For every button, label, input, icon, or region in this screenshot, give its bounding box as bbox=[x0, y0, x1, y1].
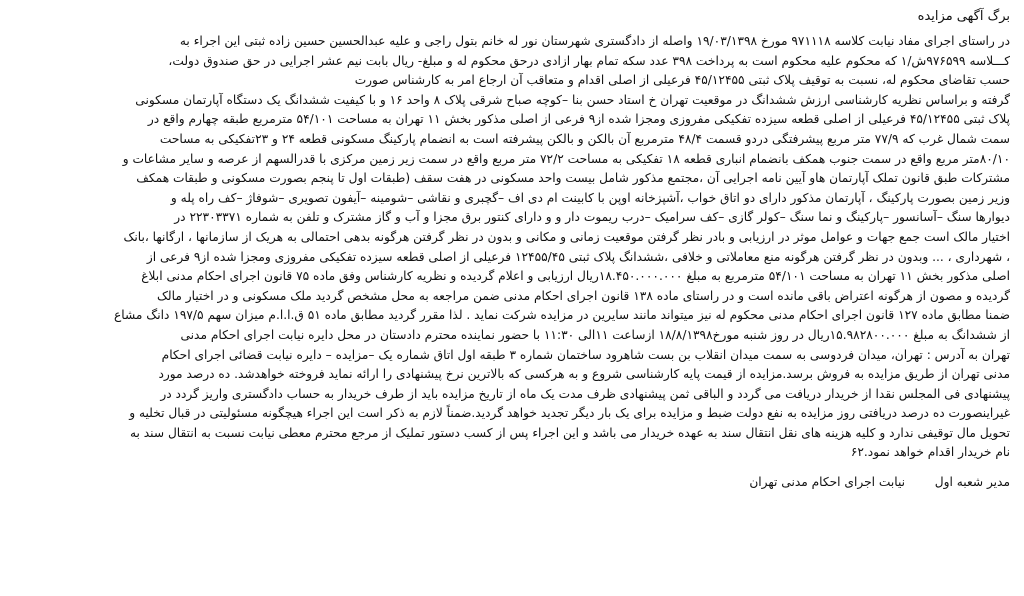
notice-line: اختیار مالک است جمع جهات و عوامل موثر در ارزیابی و بادر نظر گرفتن موقعیت زمانی و مکانی و بدون در نظر گرفتن هرگونه بدهی احتمالی به هریک از سازمانها ، ارگانها ،بانک bbox=[123, 229, 1010, 244]
notice-line: نام خریدار اقدام خواهد نمود.۶۲ bbox=[850, 445, 1010, 460]
notice-line: مدنی تهران از طریق مزایده به فروش برسد.مزایده از قیمت پایه کارشناسی شروع و به هرکسی که بالاترین نرخ پیشنهادی را ارائه نماید فروخته خواهدشد. ده درصد مورد bbox=[158, 367, 1010, 382]
footer-office-name: نیابت اجرای احکام مدنی تهران bbox=[749, 475, 906, 490]
notice-line: کـــلاسه ۹۷۶۵۹۹ش/۱ که محکوم علیه محکوم است به پرداخت ۳۹۸ عدد سکه تمام بهار ازادی درحق محکوم له و مبلغ- ریال بابت نیم عشر اجرایی در حق صندوق دولت، bbox=[168, 53, 1010, 68]
notice-line: سمت شمال غرب که ۷۷/۹ متر مربع پیشرفتگی دردو قسمت ۴۸/۴ مترمربع آن بالکن و بالکن پیشرفته است به انضمام پارکینگ مسکونی قطعه ۲۴ و ۲۳تفکیکی به مساحت bbox=[159, 131, 1010, 146]
notice-line: تهران به آدرس : تهران، میدان فردوسی به سمت میدان انقلاب بن بست شاهرود ساختمان شماره ۳ طبقه اول اتاق شماره یک –مزایده – دایره نیابت قضائی اجرای احکام bbox=[161, 347, 1010, 362]
notice-title: برگ آگهی مزایده bbox=[917, 9, 1010, 24]
notice-line: حسب تقاضای محکوم له، نسبت به توقیف پلاک ثبتی ۴۵/۱۲۴۵۵ فرعیلی از اصلی اقدام و متعاقب آن ارجاع امر به کارشناس صورت bbox=[354, 73, 1010, 88]
footer-signatory-title: مدیر شعبه اول bbox=[934, 475, 1010, 490]
notice-body bbox=[14, 32, 1010, 463]
notice-line: غیراینصورت ده درصد دریافتی روز مزایده به نفع دولت ضبط و مزایده برای یک بار دیگر تجدید خواهد گردید.ضمناً لازم به ذکر است این اجراء هیچگونه مسئولیتی در قبال تخلیه و bbox=[129, 406, 1010, 421]
notice-line: ۸۰/۱۰متر مربع واقع در سمت جنوب همکف بانضمام انباری قطعه ۱۸ تفکیکی به مساحت ۷۲/۲ متر مربع واقع در سمت زیر زمین مرکزی با قدرالسهم از عرصه و سایر مشاعات و bbox=[122, 151, 1010, 166]
notice-line: اصلی مذکور بخش ۱۱ تهران به مساحت ۵۴/۱۰۱ مترمربع به مبلغ ۱۸.۴۵۰.۰۰۰.۰۰۰ریال ارزیابی و اعلام گردیده و نظریه کارشناس وفق ماده ۷۵ قانون اجرای احکام مدنی ابلاغ bbox=[141, 269, 1010, 284]
notice-line: مشترکات طبق قانون تملک آپارتمان هاو آیین نامه اجرایی آن ،مجتمع مذکور شامل بیست واحد مسکونی در هفت سقف (طبقات اول تا پنجم بصورت مسکونی و طبقات همکف bbox=[136, 171, 1010, 186]
notice-line: پلاک ثبتی ۴۵/۱۲۴۵۵ فرعیلی از اصلی قطعه سیزده تفکیکی مفروزی ومجزا شده از۹ فرعی از اصلی مذکور بخش ۱۱ تهران به مساحت ۵۴/۱۰۱ مترمربع طبقه چهارم واقع در bbox=[147, 112, 1010, 127]
notice-line: گرفته و براساس نظریه کارشناسی ارزش ششدانگ در موقعیت تهران خ استاد حسن بنا –کوچه صباح شرقی پلاک ۸ واحد ۱۶ و با کیفیت ششدانگ یک دستگاه آپارتمان مسکونی bbox=[135, 92, 1010, 107]
notice-line: از ششدانگ به مبلغ ۱۵.۹۸۲۸۰۰.۰۰۰ریال در روز شنبه مورخ۱۸/۸/۱۳۹۸ ازساعت ۱۱الی ۱۱:۳۰ با حضور نماینده محترم دادستان در محل دایره نیابت اجرای احکام مدنی bbox=[180, 327, 1010, 342]
notice-footer bbox=[14, 473, 1010, 493]
notice-line: ، شهرداری ، ... وبدون در نظر گرفتن هرگونه منع معاملاتی و خلافی ،ششدانگ پلاک ثبتی ۱۲۴۵۵/۴۵ فرعیلی از اصلی قطعه سیزده تفکیکی مفروزی ومجزا شده از۹ فرعی از bbox=[146, 249, 1010, 264]
notice-line: وزیر زمین بصورت پارکینگ ، آپارتمان مذکور دارای دو اتاق خواب ،آشپزخانه اوپن با کابینت ام دی اف –گچبری و نقاشی –شومینه –آیفون تصویری –شوفاژ –کف راه پله و bbox=[170, 190, 1010, 205]
notice-line: تحویل مال توقیفی ندارد و کلیه هزینه های نقل انتقال سند به عهده خریدار می باشد و این اجراء پس از کسب دستور تملیک از مرجع محترم معطی نیابت نسبت به انتقال سند به bbox=[129, 425, 1010, 440]
notice-line: دیوارها سنگ –آسانسور –پارکینگ و نما سنگ –کولر گازی –کف سرامیک –درب ریموت دار و و دارای کنتور برق مجزا و آب و گاز مشترک و تلفن به شماره ۲۲۳۰۳۳۷۱ در bbox=[174, 210, 1010, 225]
notice-line: گردیده و مصون از هرگونه اعتراض باقی مانده است و در راستای ماده ۱۳۸ قانون اجرای احکام مدنی ضمن مراجعه به محل مشخص گردید ملک مسکونی و در اختیار مالک bbox=[157, 288, 1010, 303]
notice-line: ضمنا مطابق ماده ۱۲۷ قانون اجرای احکام مدنی محکوم له نیز میتواند مانند سایرین در مزایده شرکت نماید . لذا مقرر گردید مطابق ماده ۵۱ ق.ا.ا.م میزان سهم ۱۹۷/۵ دانگ مشاع bbox=[114, 308, 1010, 323]
notice-line: پیشنهادی فی المجلس نقدا از خریدار دریافت می گردد و الباقی ثمن پیشنهادی ظرف مدت یک ماه از تاریخ مزایده باید از طرف خریدار به حساب دادگستری واریز گردد در bbox=[160, 386, 1010, 401]
notice-line: در راستای اجرای مفاد نیابت کلاسه ۹۷۱۱۱۸ مورخ ۱۹/۰۳/۱۳۹۸ واصله از دادگستری شهرستان نور له خانم بتول راجی و علیه عبدالحسین حسین زاده ثبتی این اجراء به bbox=[179, 34, 1010, 48]
